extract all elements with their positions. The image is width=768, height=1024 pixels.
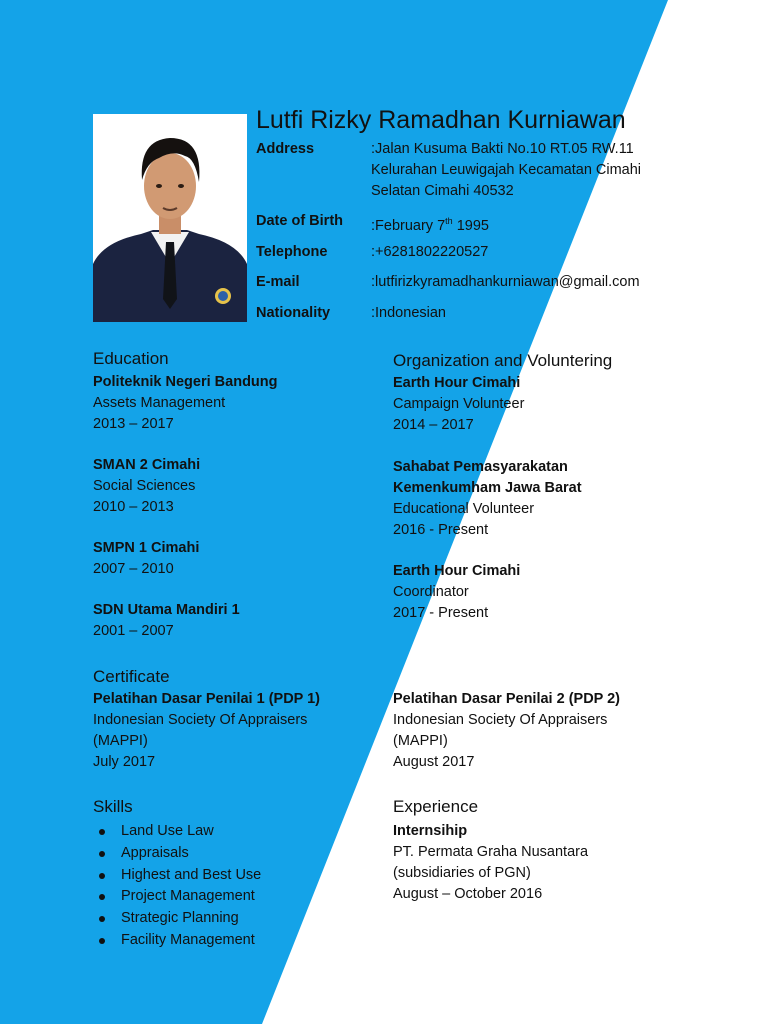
school-name: SDN Utama Mandiri 1 (93, 602, 240, 618)
school-major: Assets Management (93, 395, 226, 411)
organization-role: Educational Volunteer (393, 501, 535, 517)
organization-years: 2016 - Present (393, 522, 489, 538)
school-major: Social Sciences (93, 478, 196, 494)
organization-name: Sahabat Pemasyarakatan (393, 459, 568, 475)
school-years: 2013 – 2017 (93, 416, 174, 432)
organization-item (393, 457, 582, 541)
certificate-issuer: (MAPPI) (393, 733, 448, 749)
skill-label: Project Management (121, 888, 255, 905)
education-item (93, 538, 199, 580)
school-years: 2001 – 2007 (93, 623, 174, 639)
education-item (93, 455, 200, 518)
organization-item (393, 373, 524, 436)
certificate-date: August 2017 (393, 754, 475, 770)
telephone-label: Telephone (256, 244, 328, 260)
education-item (93, 600, 240, 642)
experience-period: August – October 2016 (393, 886, 543, 902)
bullet-icon (99, 873, 105, 879)
bullet-icon (99, 916, 105, 922)
certificate-title: Certificate (93, 667, 170, 686)
organization-years: 2014 – 2017 (393, 417, 474, 433)
info-row-email (256, 272, 686, 293)
experience-company: PT. Permata Graha Nusantara (393, 844, 589, 860)
skills-list (93, 821, 261, 952)
nationality-label: Nationality (256, 305, 331, 321)
organization-title: Organization and Voluntering (393, 351, 613, 370)
organization-item (393, 561, 520, 624)
education-title: Education (93, 349, 169, 368)
skill-item (93, 908, 261, 930)
address-line: Selatan Cimahi 40532 (371, 183, 514, 199)
certificate-issuer: Indonesian Society Of Appraisers (93, 712, 308, 728)
certificate-item (393, 689, 620, 773)
bullet-icon (99, 851, 105, 857)
skill-label: Facility Management (121, 931, 255, 948)
dob-value-main: :February 7 (371, 217, 446, 234)
skills-title: Skills (93, 797, 133, 816)
skill-label: Land Use Law (121, 823, 214, 839)
organization-name: Kemenkumham Jawa Barat (393, 480, 582, 496)
dob-value-year: 1995 (452, 217, 489, 234)
skill-item (93, 821, 261, 843)
school-years: 2007 – 2010 (93, 561, 174, 577)
skill-label: Appraisals (121, 844, 189, 861)
organization-years: 2017 - Present (393, 605, 489, 621)
telephone-value: :+6281802220527 (371, 244, 489, 260)
full-name: Lutfi Rizky Ramadhan Kurniawan (256, 106, 626, 134)
dob-value (371, 211, 686, 237)
skill-item (93, 865, 261, 887)
profile-photo (93, 114, 247, 322)
school-name: Politeknik Negeri Bandung (93, 374, 278, 390)
skill-item (93, 886, 261, 908)
certificate-date: July 2017 (93, 754, 156, 770)
certificate-issuer: (MAPPI) (93, 733, 148, 749)
dob-value-sup: th (445, 216, 453, 226)
school-years: 2010 – 2013 (93, 499, 174, 515)
bullet-icon (99, 938, 105, 944)
skill-label: Highest and Best Use (121, 866, 262, 883)
skill-item (93, 843, 261, 865)
email-label: E-mail (256, 274, 300, 290)
education-item (93, 372, 278, 435)
bullet-icon (99, 829, 105, 835)
school-name: SMPN 1 Cimahi (93, 540, 200, 556)
address-line: :Jalan Kusuma Bakti No.10 RT.05 RW.11 (371, 141, 634, 157)
info-row-dob (256, 211, 686, 232)
organization-role: Campaign Volunteer (393, 396, 525, 412)
skill-label: Strategic Planning (121, 910, 239, 927)
dob-label: Date of Birth (256, 213, 343, 229)
nationality-value: :Indonesian (371, 305, 446, 321)
school-name: SMAN 2 Cimahi (93, 457, 201, 473)
info-row-address (256, 139, 686, 202)
certificate-name: Pelatihan Dasar Penilai 1 (PDP 1) (93, 691, 320, 707)
bullet-icon (99, 894, 105, 900)
experience-title: Experience (393, 797, 479, 816)
address-line: Kelurahan Leuwigajah Kecamatan Cimahi (371, 162, 642, 178)
email-value: :lutfirizkyramadhankurniawan@gmail.com (371, 274, 640, 290)
organization-role: Coordinator (393, 584, 469, 600)
address-value (371, 139, 686, 202)
organization-name: Earth Hour Cimahi (393, 375, 521, 391)
experience-role: Internsihip (393, 823, 468, 839)
person-avatar-icon (93, 114, 247, 322)
info-row-nationality (256, 303, 686, 324)
certificate-name: Pelatihan Dasar Penilai 2 (PDP 2) (393, 691, 620, 707)
info-row-telephone (256, 242, 686, 263)
certificate-item (93, 689, 320, 773)
organization-name: Earth Hour Cimahi (393, 563, 521, 579)
experience-company: (subsidiaries of PGN) (393, 865, 531, 881)
experience-item (393, 821, 588, 905)
address-label: Address (256, 141, 315, 157)
skill-item (93, 930, 261, 952)
certificate-issuer: Indonesian Society Of Appraisers (393, 712, 608, 728)
